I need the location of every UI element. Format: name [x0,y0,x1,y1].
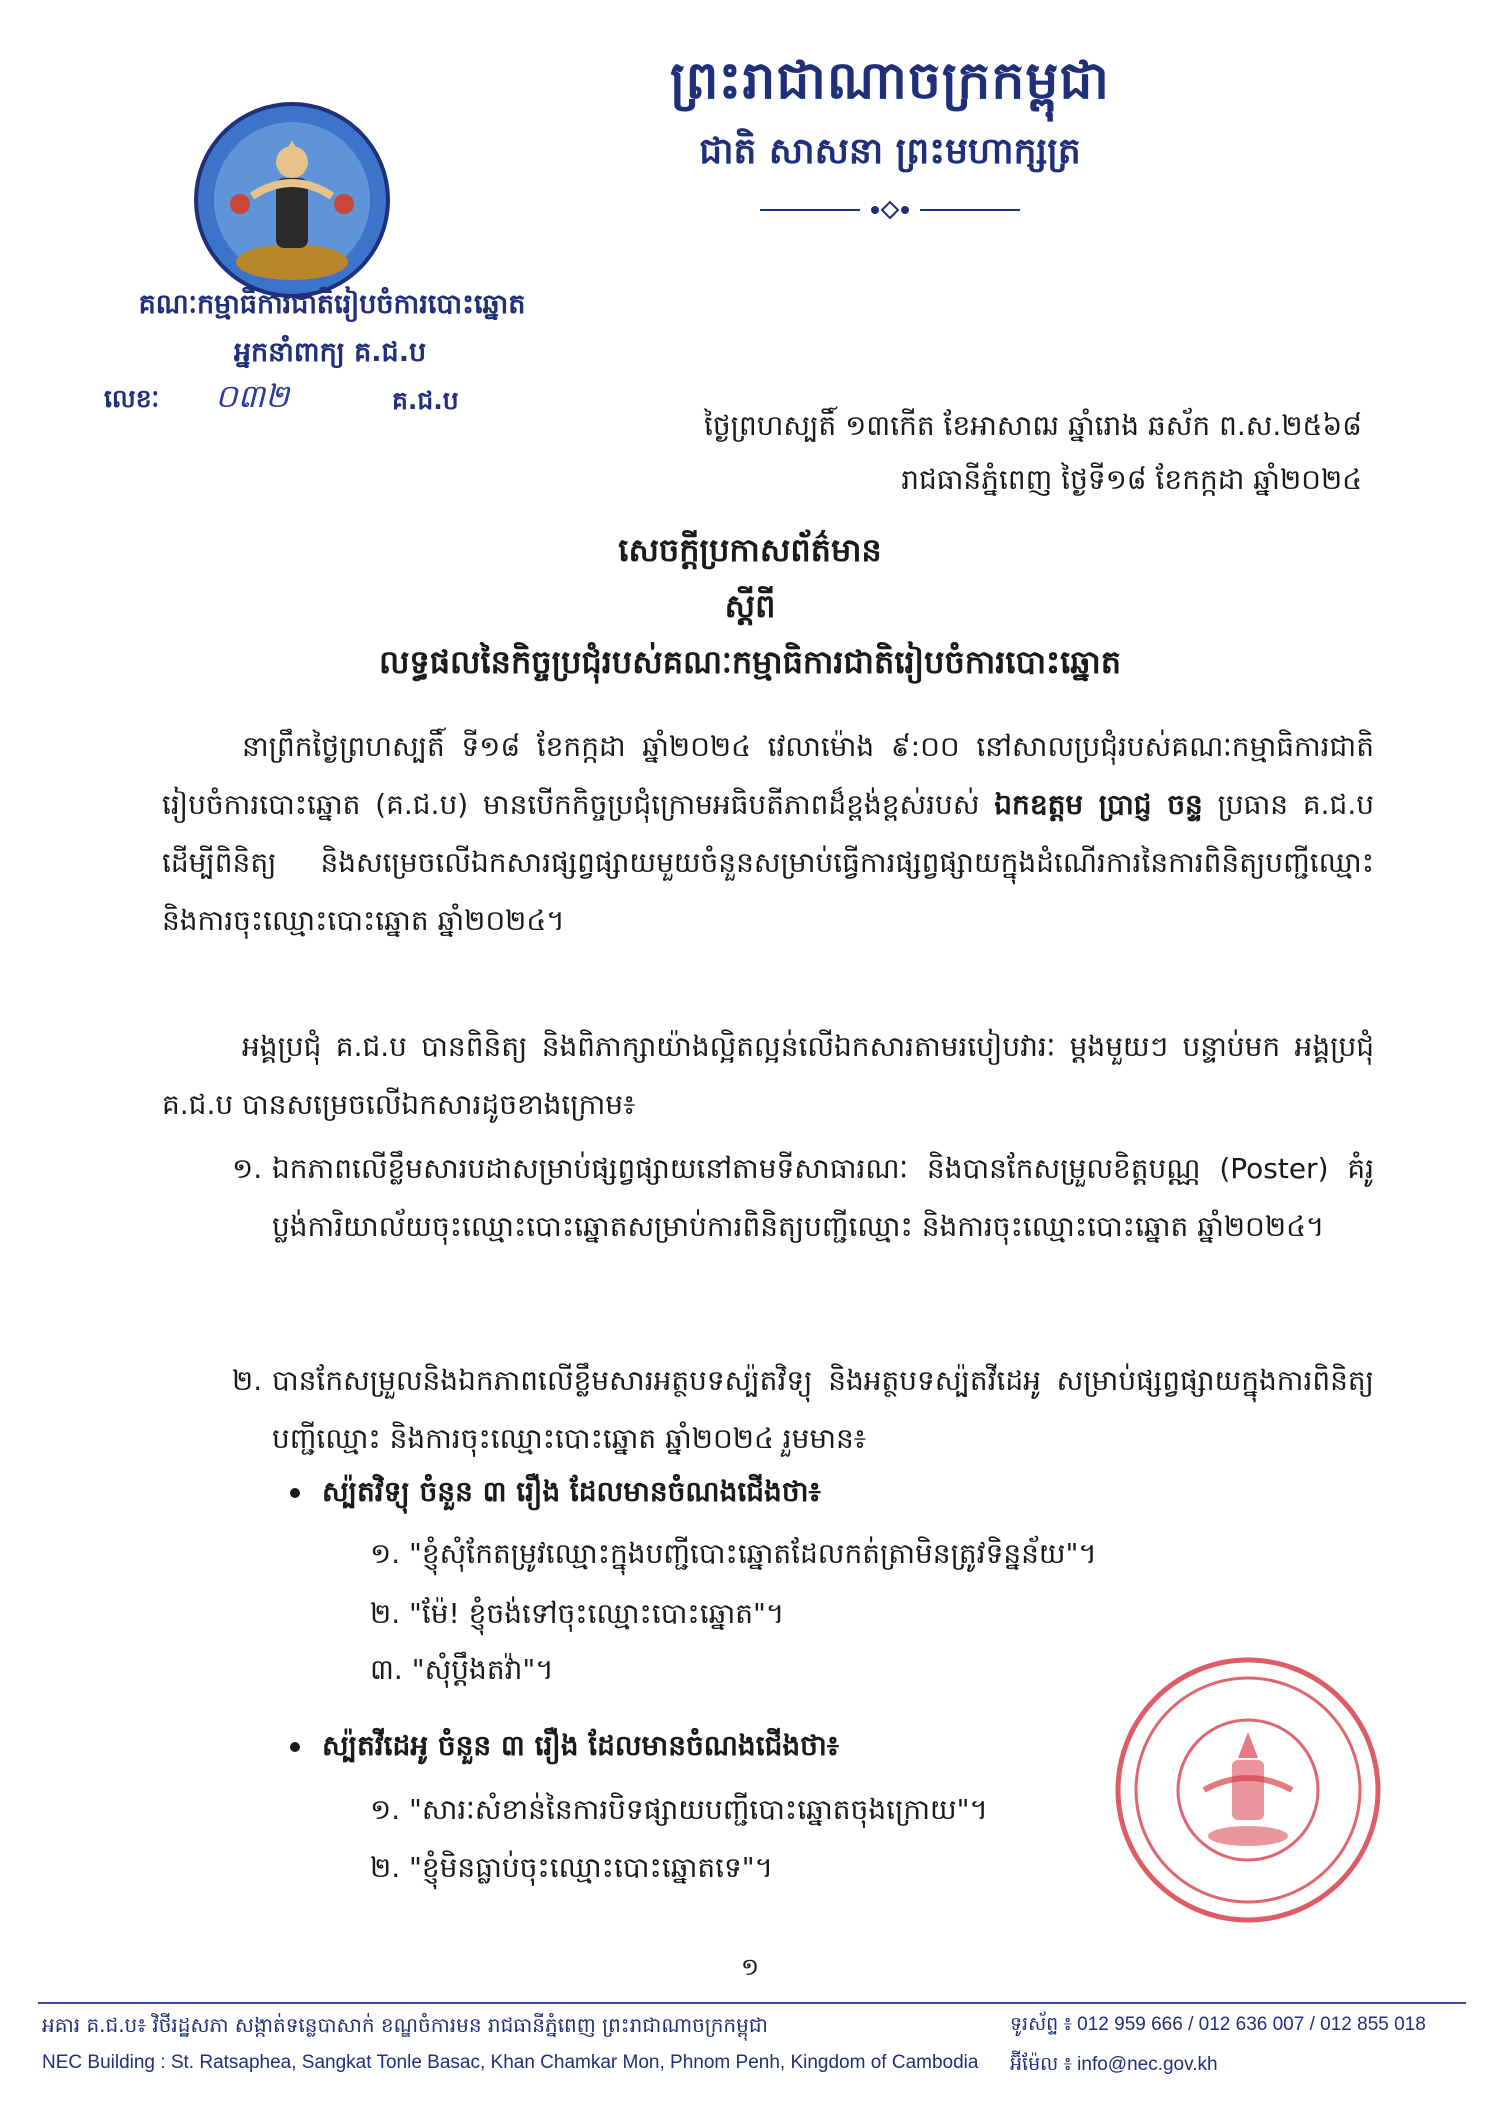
document-subject: លទ្ធផលនៃកិច្ចប្រជុំរបស់គណៈកម្មាធិការជាតិរៀបចំការបោះឆ្នោត [378,643,1122,681]
national-motto: ជាតិ សាសនា ព្រះមហាក្សត្រ [699,131,1081,172]
video-spot-title: ១. "សារៈសំខាន់នៃការបិទផ្សាយបញ្ជីបោះឆ្នោតចុងក្រោយ"។ [370,1793,988,1826]
reference-label: លេខៈ [104,384,160,413]
bullet-video-spots [290,1728,839,1769]
footer-divider [38,2002,1466,2004]
intro-text-b: ប្រធាន គ.ជ.ប ដើម្បីពិនិត្យ និងសម្រេចលើឯកសារផ្សព្វផ្សាយមួយចំនួនសម្រាប់ធ្វើការផ្សព្វផ្សាយក្នុងដំណើរការនៃការពិនិត្យបញ្ជីឈ្មោះ និងការចុះឈ្មោះបោះឆ្នោត ឆ្នាំ២០២៤។ [162,788,1374,937]
solar-date: រាជធានីភ្នំពេញ ថ្ងៃទី១៨ ខែកក្កដា ឆ្នាំ២០២៤ [901,463,1362,496]
footer-email: អ៊ីម៉ែល ៖ info@nec.gov.kh [1010,2054,1218,2075]
official-seal-stamp [1108,1640,1388,1940]
item-number: ១. [232,1152,263,1185]
radio-spot-title: ១. "ខ្ញុំសុំកែតម្រូវឈ្មោះក្នុងបញ្ជីបោះឆ្នោតដែលកត់ត្រាមិនត្រូវទិន្នន័យ"។ [370,1537,1097,1570]
list-item [232,1352,1374,1468]
kingdom-heading: ព្រះរាជាណាចក្រកម្ពុជា [670,51,1110,111]
bullet-text: ស្ប៉តវិទ្យុ ចំនួន ៣ រឿង ដែលមានចំណងជើងថា៖ [322,1475,821,1508]
footer-address-english: NEC Building : St. Ratsaphea, Sangkat Tonle Basac, Khan Chamkar Mon, Phnom Penh, Kingdom of Cambodia [42,2052,979,2073]
bullet-radio-spots [290,1474,821,1515]
spokesperson-label: អ្នកនាំពាក្យ គ.ជ.ប [233,337,427,368]
bullet-text: ស្ប៉តវីដេអូ ចំនួន ៣ រឿង ដែលមានចំណងជើងថា៖ [322,1729,840,1762]
document-title: សេចក្តីប្រកាសព័ត៌មាន [618,531,882,569]
footer-phone: ទូរស័ព្ទ ៖ 012 959 666 / 012 636 007 / 012 855 018 [1010,2014,1426,2035]
intro-text-a: នាព្រឹកថ្ងៃព្រហស្បតិ៍ ទី១៨ ខែកក្កដា ឆ្នាំ២០២៤ វេលាម៉ោង ៩:០០ នៅសាលប្រជុំរបស់គណៈកម្មាធិការជាតិរៀបចំការបោះឆ្នោត (គ.ជ.ប) មានបើកកិច្ចប្រជុំក្រោមអធិបតីភាពដ៏ខ្ពង់ខ្ពស់របស់ [162,730,1374,821]
list-item [232,1140,1374,1256]
nec-emblem-logo [192,100,392,300]
item-text: ឯកភាពលើខ្លឹមសារបដាសម្រាប់ផ្សព្វផ្សាយនៅតាមទីសាធារណៈ និងបានកែសម្រួលខិត្តបណ្ណ (Poster) គំរូប្លង់ការិយាល័យចុះឈ្មោះបោះឆ្នោតសម្រាប់ការពិនិត្យបញ្ជីឈ្មោះ និងការចុះឈ្មោះបោះឆ្នោត ឆ្នាំ២០២៤។ [272,1152,1374,1243]
chairman-name: ឯកឧត្តម ប្រាជ្ញ ចន្ទ [994,788,1203,821]
paragraph-decision: អង្គប្រជុំ គ.ជ.ប បានពិនិត្យ និងពិភាក្សាយ៉ាងល្អិតល្អន់លើឯកសារតាមរបៀបវារៈ ម្តងមួយៗ បន្ទាប់មក អង្គប្រជុំ គ.ជ.ប បានសម្រេចលើឯកសារដូចខាងក្រោម៖ [162,1030,1374,1121]
reference-abbreviation: គ.ជ.ប [392,386,459,415]
item-text: បានកែសម្រួលនិងឯកភាពលើខ្លឹមសារអត្ថបទស្ប៉តវិទ្យុ និងអត្ថបទស្ប៉តវីដេអូ សម្រាប់ផ្សព្វផ្សាយក្នុងការពិនិត្យបញ្ជីឈ្មោះ និងការចុះឈ្មោះបោះឆ្នោត ឆ្នាំ២០២៤ រួមមាន៖ [272,1364,1374,1455]
radio-spot-title: ៣. "សុំប្តឹងតវ៉ា"។ [370,1653,554,1686]
bullet-icon [290,1742,300,1752]
title-about: ស្តីពី [724,587,776,625]
item-number: ២. [232,1364,263,1397]
bullet-icon [290,1488,300,1498]
ornament-divider [760,200,1020,220]
radio-spot-title: ២. "ម៉ែ! ខ្ញុំចង់ទៅចុះឈ្មោះបោះឆ្នោត"។ [370,1597,785,1630]
page-number: ១ [740,1953,760,1981]
video-spot-title: ២. "ខ្ញុំមិនធ្លាប់ចុះឈ្មោះបោះឆ្នោតទេ"។ [370,1851,774,1884]
paragraph-intro [162,718,1374,950]
lunar-date: ថ្ងៃព្រហស្បតិ៍ ១៣កើត ខែអាសាឍ ឆ្នាំរោង ឆស័ក ព.ស.២៥៦៨ [704,409,1362,442]
organization-name: គណៈកម្មាធិការជាតិរៀបចំការបោះឆ្នោត [138,289,526,320]
reference-number: ០៣២ [215,377,290,415]
footer-address-khmer: អគារ គ.ជ.ប៖ វិថីរដ្ឋសភា សង្កាត់ទន្លេបាសាក់ ខណ្ឌចំការមន រាជធានីភ្នំពេញ ព្រះរាជាណាចក្រកម្ពុជា [42,2013,768,2037]
